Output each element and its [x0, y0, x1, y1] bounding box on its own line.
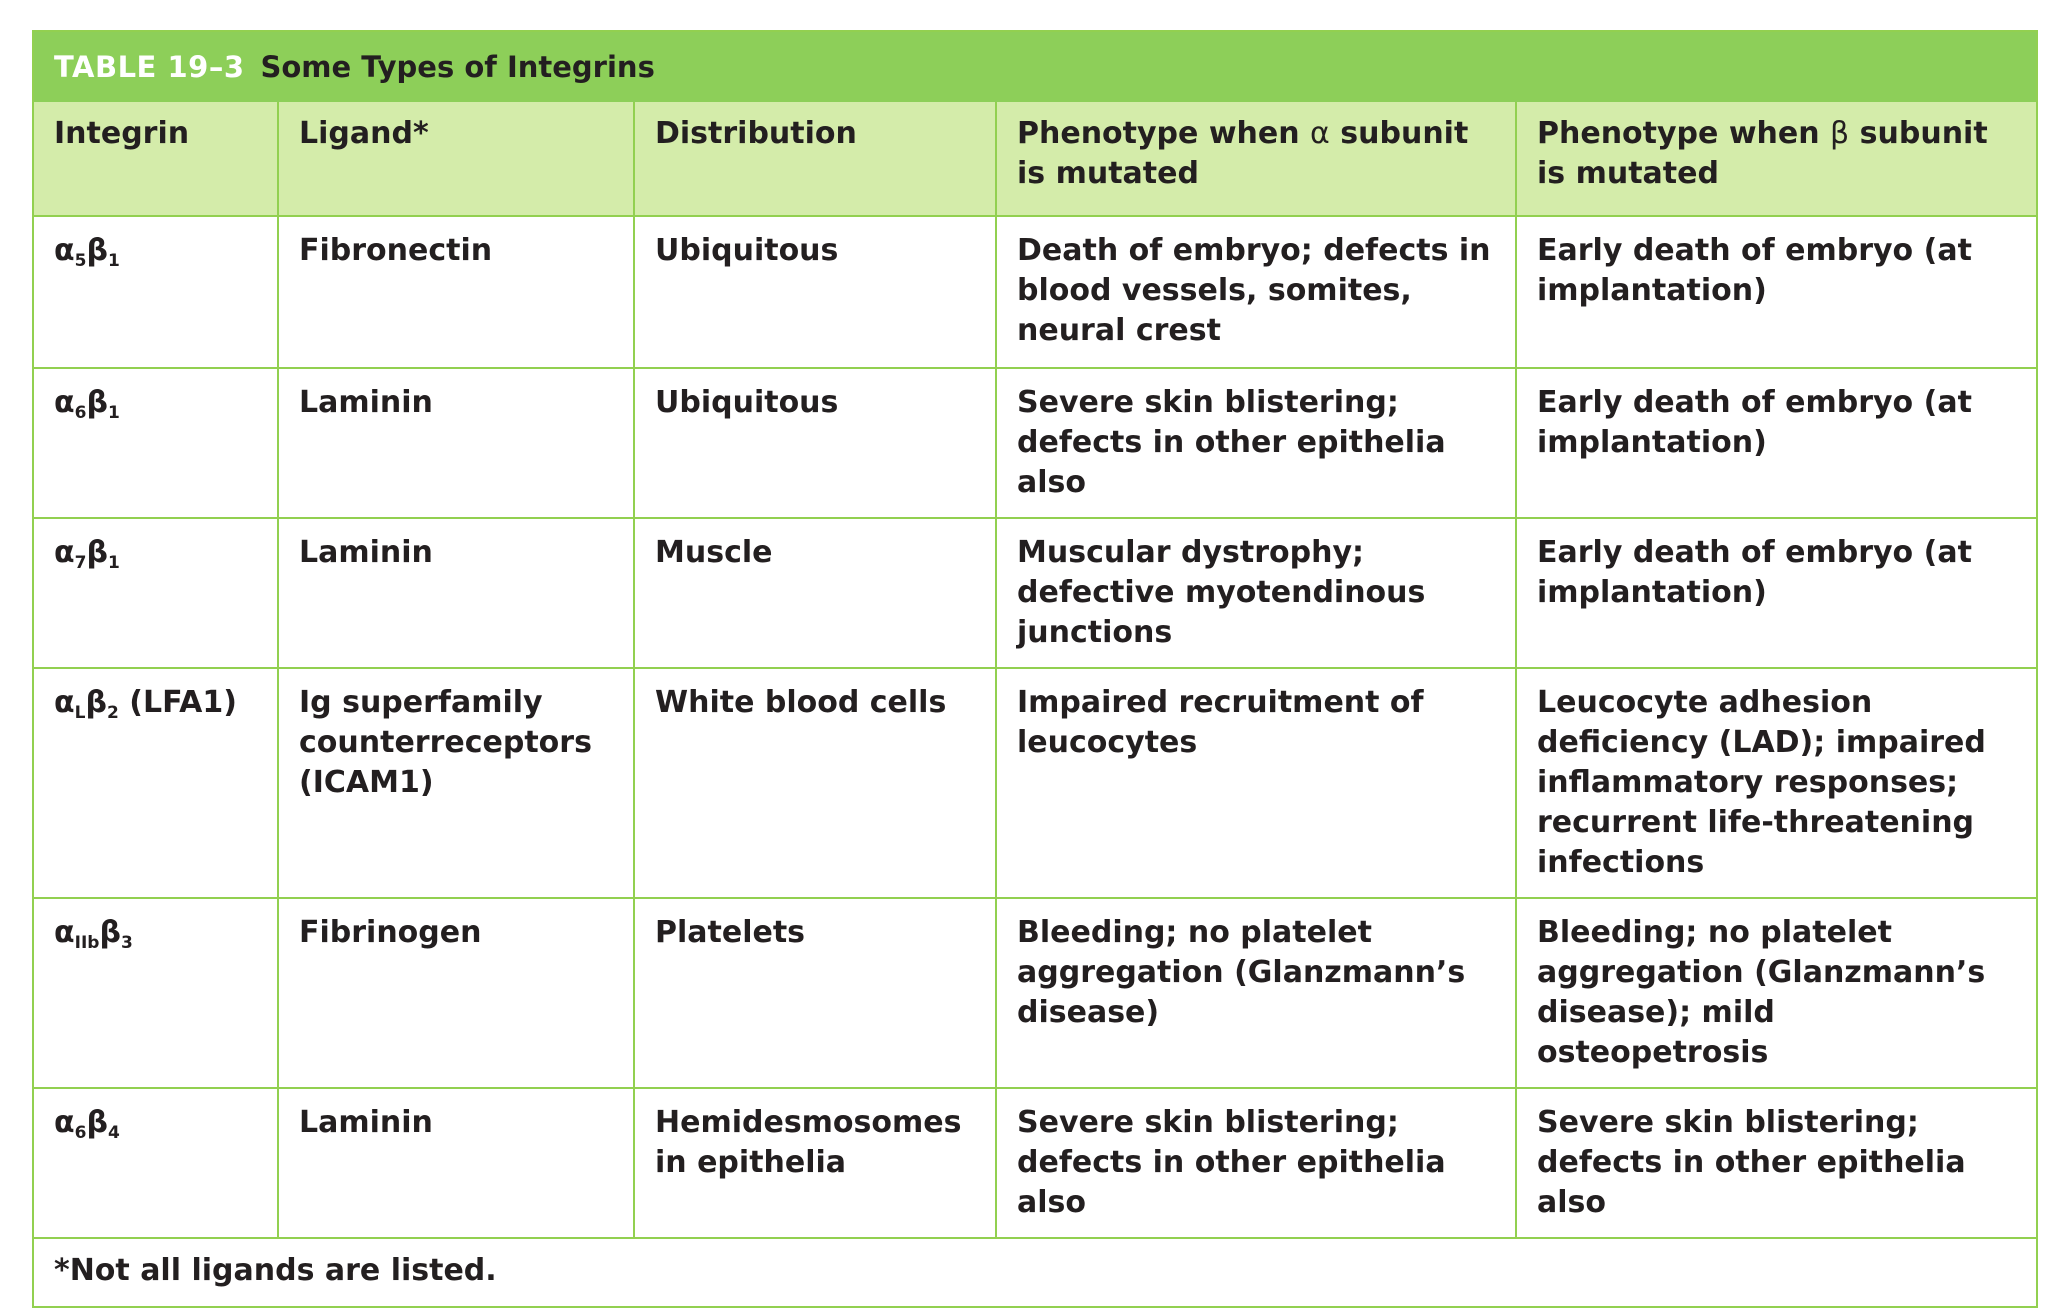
beta-symbol: β [1830, 116, 1850, 151]
alpha-subscript: 6 [74, 1123, 87, 1143]
header-distribution: Distribution [634, 102, 996, 216]
table-row [34, 518, 2036, 668]
beta-phenotype-cell: Early death of embryo (at implantation) [1516, 518, 2036, 668]
header-alpha-pre: Phenotype when [1017, 116, 1311, 151]
header-beta-phenotype [1516, 102, 2036, 216]
distribution-cell: Ubiquitous [634, 216, 996, 368]
beta-phenotype-cell: Severe skin blistering; defects in other epithelia also [1516, 1088, 2036, 1238]
alpha-phenotype-cell: Severe skin blistering; defects in other epithelia also [996, 368, 1516, 518]
ligand-cell: Fibronectin [278, 216, 634, 368]
beta-subscript: 1 [107, 403, 120, 423]
beta-phenotype-cell: Bleeding; no platelet aggregation (Glanzmann’s disease); mild osteopetrosis [1516, 898, 2036, 1088]
table-title: Some Types of Integrins [260, 50, 655, 84]
table-number: TABLE 19–3 [54, 50, 245, 84]
alpha-phenotype-cell: Severe skin blistering; defects in other epithelia also [996, 1088, 1516, 1238]
alpha-subscript: 6 [74, 403, 87, 423]
header-ligand: Ligand* [278, 102, 634, 216]
distribution-cell: Hemidesmosomes in epithelia [634, 1088, 996, 1238]
ligand-cell: Laminin [278, 518, 634, 668]
table-row [34, 898, 2036, 1088]
ligand-cell: Laminin [278, 368, 634, 518]
header-alpha-post: subunit is mutated [1017, 116, 1469, 191]
alpha-phenotype-cell: Bleeding; no platelet aggregation (Glanzmann’s disease) [996, 898, 1516, 1088]
alpha-phenotype-cell: Impaired recruitment of leucocytes [996, 668, 1516, 898]
integrin-suffix: (LFA1) [118, 685, 237, 720]
footnote: *Not all ligands are listed. [34, 1238, 2036, 1306]
table-row [34, 1088, 2036, 1238]
alpha-phenotype-cell: Muscular dystrophy; defective myotendinous junctions [996, 518, 1516, 668]
header-beta-pre: Phenotype when [1537, 116, 1831, 151]
ligand-cell: Laminin [278, 1088, 634, 1238]
header-integrin: Integrin [34, 102, 278, 216]
alpha-letter: α [54, 915, 75, 950]
integrin-cell [34, 216, 278, 368]
data-table [34, 102, 2036, 1306]
distribution-cell: Muscle [634, 518, 996, 668]
distribution-cell: Platelets [634, 898, 996, 1088]
integrin-cell [34, 668, 278, 898]
distribution-cell: Ubiquitous [634, 368, 996, 518]
beta-subscript: 2 [106, 703, 119, 723]
alpha-subscript: IIb [74, 933, 100, 953]
beta-subscript: 3 [120, 933, 133, 953]
footnote-row [34, 1238, 2036, 1306]
header-row [34, 102, 2036, 216]
beta-subscript: 4 [107, 1123, 120, 1143]
alpha-phenotype-cell: Death of embryo; defects in blood vessels, somites, neural crest [996, 216, 1516, 368]
distribution-cell: White blood cells [634, 668, 996, 898]
beta-letter: β [85, 685, 107, 720]
integrin-table [32, 30, 2038, 1308]
table-row [34, 216, 2036, 368]
beta-subscript: 1 [107, 251, 120, 271]
alpha-letter: α [54, 233, 75, 268]
header-beta-post: subunit is mutated [1537, 116, 1988, 191]
alpha-letter: α [54, 1105, 75, 1140]
alpha-letter: α [54, 385, 75, 420]
alpha-symbol: α [1310, 116, 1330, 151]
integrin-cell [34, 518, 278, 668]
beta-phenotype-cell: Early death of embryo (at implantation) [1516, 368, 2036, 518]
beta-phenotype-cell: Early death of embryo (at implantation) [1516, 216, 2036, 368]
alpha-letter: α [54, 535, 75, 570]
beta-letter: β [86, 1105, 108, 1140]
alpha-letter: α [54, 685, 75, 720]
beta-letter: β [86, 535, 108, 570]
beta-letter: β [86, 385, 108, 420]
beta-letter: β [86, 233, 108, 268]
beta-phenotype-cell: Leucocyte adhesion deficiency (LAD); impaired inflammatory responses; recurrent life-threatening infections [1516, 668, 2036, 898]
ligand-cell: Ig superfamily counterreceptors (ICAM1) [278, 668, 634, 898]
integrin-cell [34, 898, 278, 1088]
header-alpha-phenotype [996, 102, 1516, 216]
ligand-cell: Fibrinogen [278, 898, 634, 1088]
table-row [34, 668, 2036, 898]
alpha-subscript: 5 [74, 251, 87, 271]
alpha-subscript: 7 [74, 553, 87, 573]
alpha-subscript: L [74, 703, 86, 723]
table-row [34, 368, 2036, 518]
beta-subscript: 1 [107, 553, 120, 573]
integrin-cell [34, 368, 278, 518]
table-title-bar [34, 32, 2036, 102]
integrin-cell [34, 1088, 278, 1238]
beta-letter: β [99, 915, 121, 950]
